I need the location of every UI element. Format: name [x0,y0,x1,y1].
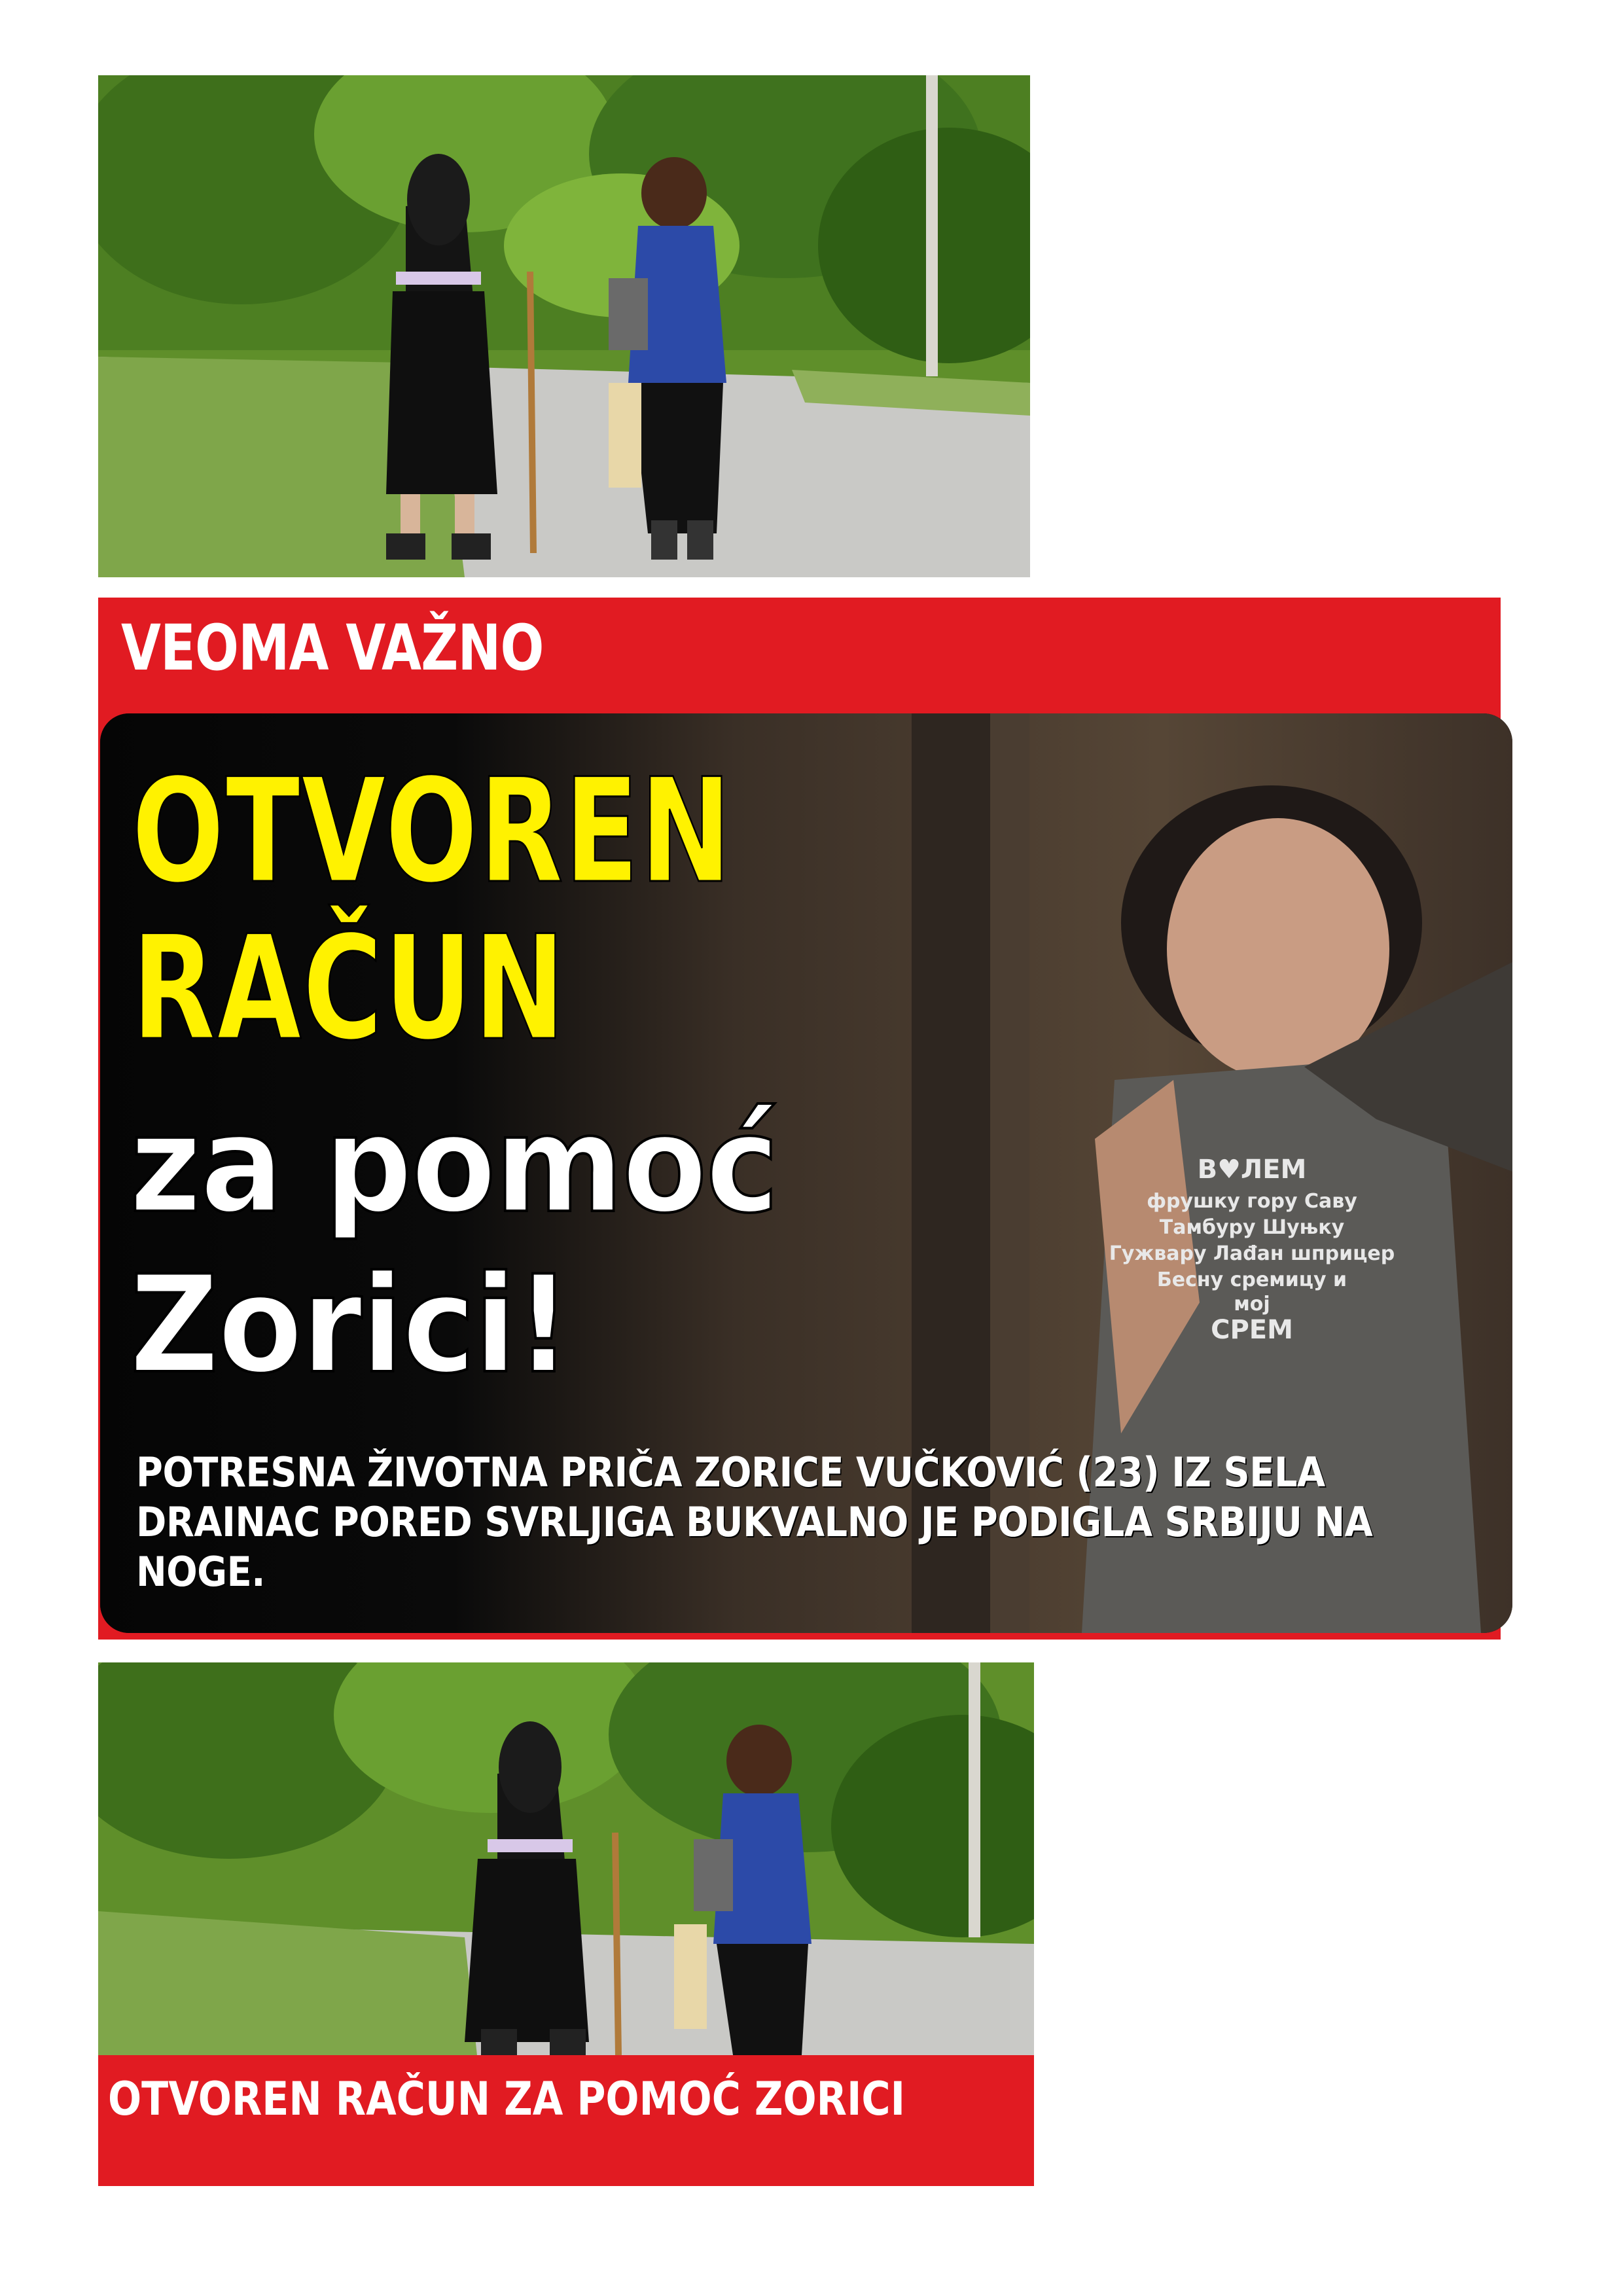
photo-caption: OTVOREN RAČUN ZA POMOĆ ZORICI [108,2072,906,2126]
hero-panel [100,713,1512,1633]
shirt-print-line: мој [1234,1293,1270,1316]
subhead-line-2: Zorici! [130,1247,571,1403]
subhead-line-1: za pomoć [130,1087,778,1243]
top-photo-image [98,75,1030,577]
headline-line-1: OTVOREN [132,747,733,915]
top-photo [98,75,1030,577]
shirt-print-line: Тамбуру Шуњку [1159,1216,1345,1239]
shirt-print-line: Гужвару Лаđан шприцер [1109,1242,1395,1265]
shirt-print-line: СРЕМ [1211,1315,1293,1345]
headline-line-2: RAČUN [132,905,567,1072]
section-label: VEOMA VAŽNO [121,611,544,685]
lead-paragraph: POTRESNA ŽIVOTNA PRIČA ZORICE VUČKOVIĆ (23) IZ SELA DRAINAC PORED SVRLJIGA BUKVALNO JE PODIGLA SRBIJU NA NOGE. [136,1448,1373,1596]
shirt-print-line: Бесну сремицу и [1156,1268,1347,1291]
shirt-print-line: B♥ЛЕМ [1197,1155,1307,1185]
shirt-print-line: фрушку гору Саву [1147,1190,1357,1213]
